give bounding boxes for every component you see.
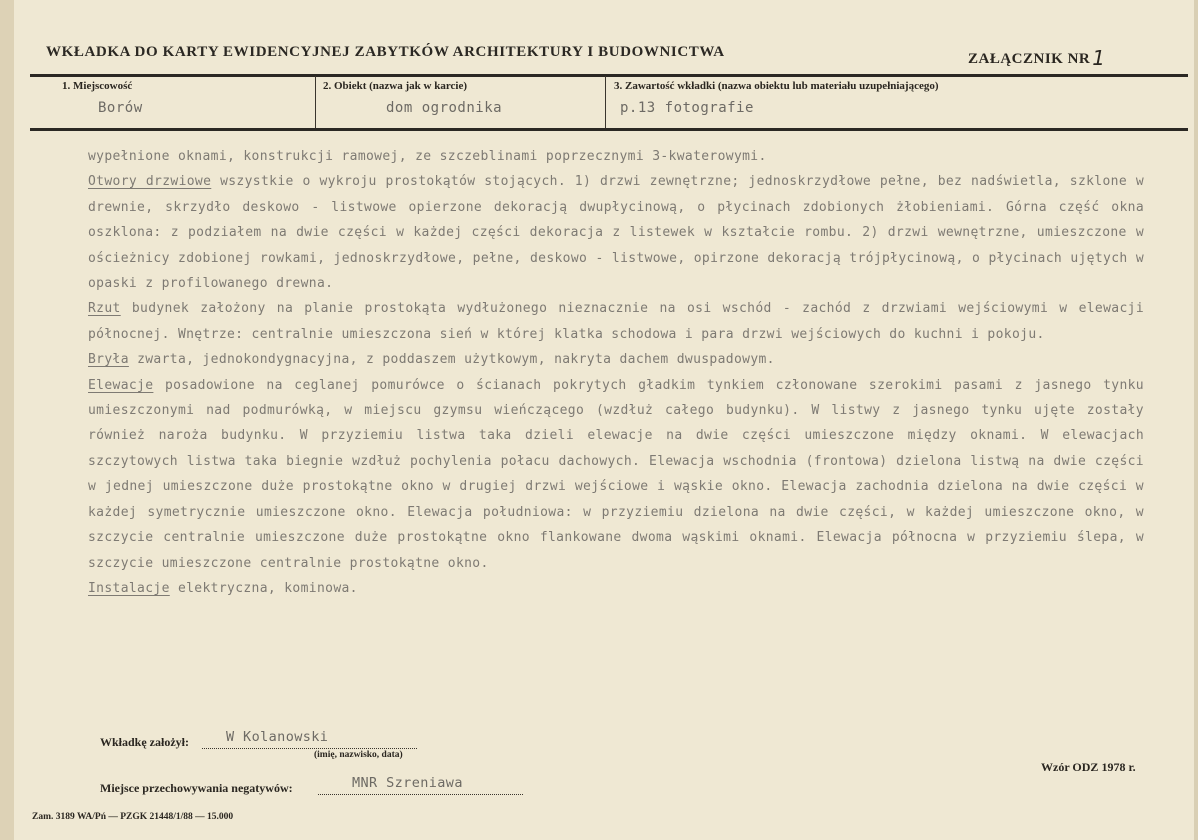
object-label: 2. Obiekt (nazwa jak w karcie) bbox=[323, 80, 468, 92]
print-imprint: Zam. 3189 WA/Pń — PZGK 21448/1/88 — 15.000 bbox=[32, 812, 234, 822]
field-divider bbox=[315, 76, 316, 128]
section-text-mass: zwarta, jednokondygnacyjna, z poddaszem użytkowym, nakryta dachem dwuspadowym. bbox=[128, 352, 775, 368]
paragraph-mass bbox=[88, 347, 1144, 372]
negatives-label: Miejsce przechowywania negatywów: bbox=[100, 781, 293, 795]
annex-label: ZAŁĄCZNIK NR bbox=[968, 51, 1091, 67]
paragraph-installations bbox=[88, 576, 1144, 601]
paragraph-elevations bbox=[88, 373, 1144, 576]
description-text bbox=[88, 144, 1144, 601]
created-by-label: Wkładkę założył: bbox=[100, 735, 189, 749]
created-by-value: W Kolanowski bbox=[226, 729, 329, 745]
header-top-rule bbox=[30, 74, 1188, 77]
paragraph-plan bbox=[88, 296, 1144, 347]
object-value: dom ogrodnika bbox=[386, 100, 503, 116]
header-bottom-rule bbox=[30, 128, 1188, 131]
content-value: p.13 fotografie bbox=[620, 100, 754, 116]
paragraph-windows-cont: wypełnione oknami, konstrukcji ramowej, ze szczeblinami poprzecznymi 3-kwaterowymi. bbox=[88, 149, 767, 164]
section-heading-mass: Bryła bbox=[88, 352, 129, 368]
paragraph-doors bbox=[88, 169, 1144, 296]
section-heading-plan: Rzut bbox=[88, 301, 121, 317]
section-text-doors: wszystkie o wykroju prostokątów stojących. 1) drzwi zewnętrzne; jednoskrzydłowe pełne, bez nadświetla, szklone w drewnie, skrzydło deskowo - listwowe opierzone dekoracją dwupłycinową, o płycinach zdobionych żłobieniami. Górna część okna oszklona: z podziałem na dwie części w każdej części dekoracja z listewek w kształcie rombu. 2) drzwi wewnętrzne, umieszczone w ościeżnicy zdobionej rowkami, jednoskrzydłowe, pełne, deskowo - listwowe, opirzone dekoracją trójpłycinową, o płycinach ujętych w opaski z profilowanego drewna. bbox=[88, 174, 1144, 292]
section-heading-installations: Instalacje bbox=[88, 580, 170, 596]
location-label: 1. Miejscowość bbox=[62, 80, 133, 92]
section-text-plan: budynek założony na planie prostokąta wydłużonego nieznacznie na osi wschód - zachód z drzwiami wejściowymi w elewacji północnej. Wnętrze: centralnie umieszczona sień w której klatka schodowa i para drzwi wejściowych do kuchni i pokoju. bbox=[88, 301, 1144, 342]
document-title: WKŁADKA DO KARTY EWIDENCYJNEJ ZABYTKÓW ARCHITEKTURY I BUDOWNICTWA bbox=[46, 44, 725, 60]
annex-number bbox=[968, 44, 1106, 68]
section-heading-doors: Otwory drzwiowe bbox=[88, 174, 212, 190]
created-by-caption: (imię, nazwisko, data) bbox=[314, 750, 403, 760]
location-value: Borów bbox=[98, 100, 143, 116]
created-by-line bbox=[202, 748, 417, 749]
negatives-value: MNR Szreniawa bbox=[352, 775, 463, 791]
annex-number-value: 1 bbox=[1092, 46, 1106, 70]
section-text-installations: elektryczna, kominowa. bbox=[169, 580, 358, 596]
negatives-line bbox=[318, 794, 523, 795]
form-pattern: Wzór ODZ 1978 r. bbox=[1041, 760, 1136, 774]
field-divider bbox=[605, 76, 606, 128]
section-heading-elevations: Elewacje bbox=[88, 377, 154, 393]
content-label: 3. Zawartość wkładki (nazwa obiektu lub materiału uzupełniającego) bbox=[614, 80, 939, 92]
section-text-elevations: posadowione na ceglanej pomurówce o ścianach pokrytych gładkim tynkiem członowane szerokimi pasami z jasnego tynku umieszczonymi nad podmurówką, w miejscu gzymsu wieńczącego (wzdłuż całego budynku). W listwy z jasnego tynku ujęte zostały również naroża budynku. W przyziemiu listwa taka dzieli elewacje na dwie części umieszczone między oknami. W elewacjach szczytowych listwa taka biegnie wzdłuż pochylenia połacu dachowych. Elewacja wschodnia (frontowa) dzielona listwą na dwie części w jednej umieszczone duże prostokątne okno w drugiej drzwi wejściowe i wąskie okno. Elewacja zachodnia dzielona na dwie części w każdej symetrycznie umieszczone okno. Elewacja południowa: w przyziemiu dzielona na dwie części, w każdej umieszczone okno, w szczycie centralnie umieszczone duże prostokątne okno flankowane dwoma wąskimi oknami. Elewacja północna w przyziemiu ślepa, w szczycie umieszczone centralnie prostokątne okno. bbox=[88, 377, 1144, 571]
